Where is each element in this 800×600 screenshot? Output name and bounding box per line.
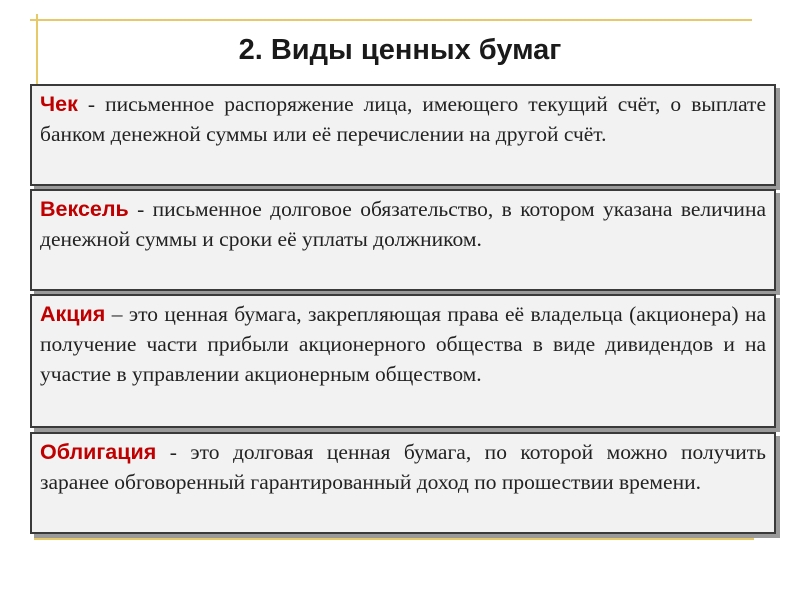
term-name: Облигация: [40, 440, 157, 464]
term-name: Вексель: [40, 197, 129, 221]
term-definition: - письменное долговое обязательство, в котором указана величина денежной суммы и сроки её уплаты должником.: [40, 197, 766, 251]
term-card-bond: [30, 432, 776, 534]
term-name: Чек: [40, 92, 78, 116]
decorative-line-bottom: [34, 538, 754, 540]
decorative-line-top: [30, 19, 752, 21]
term-definition: - письменное распоряжение лица, имеющего текущий счёт, о выплате банком денежной суммы или её перечислении на другой счёт.: [40, 92, 766, 146]
term-definition: – это ценная бумага, закрепляющая права её владельца (акционера) на получение части прибыли акционерного общества в виде дивидендов и на участие в управлении акционерным обществом.: [40, 302, 766, 386]
term-card-check: [30, 84, 776, 186]
slide-title: 2. Виды ценных бумаг: [238, 34, 562, 66]
term-card-bill-of-exchange: [30, 189, 776, 291]
term-name: Акция: [40, 302, 106, 326]
term-definition: - это долговая ценная бумага, по которой можно получить заранее обговоренный гарантированный доход по прошествии времени.: [40, 440, 766, 494]
term-card-share: [30, 294, 776, 428]
